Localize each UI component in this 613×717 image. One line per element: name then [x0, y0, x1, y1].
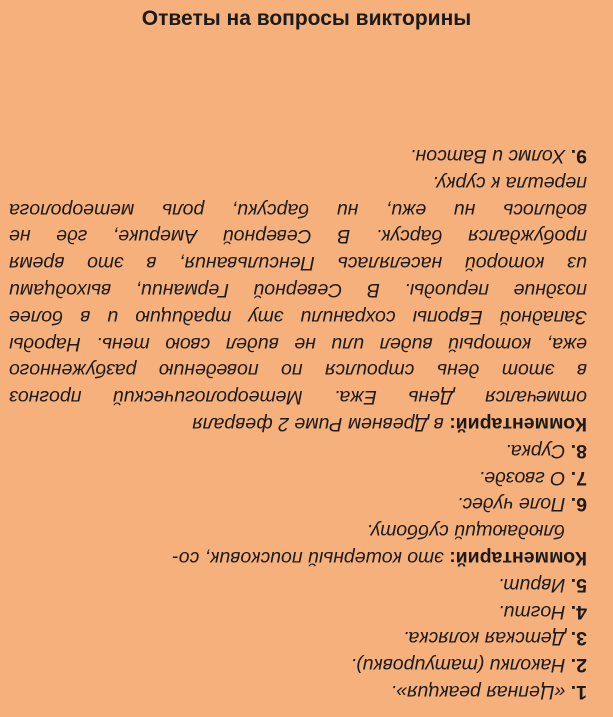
comment-line: в этот день строился по поведению разбуженного [9, 359, 587, 382]
comment-text: в Древнем Риме 2 февраля [192, 413, 450, 436]
comment-line [9, 544, 587, 571]
comment-line: перешла к сурку. [432, 171, 587, 194]
comment-line: отмечался День Ежа. Метеорологический прогноз [9, 386, 587, 409]
answer-text: Детская коляска. [403, 627, 571, 650]
answer-item [9, 464, 587, 491]
answer-number: 9. [570, 145, 587, 168]
comment-line: водилось ни ежи, ни барсуки, роль метеоролога [9, 198, 587, 221]
comment-line: поздние периоды. В Северной Германии, выходцами [9, 279, 587, 302]
answer-item [9, 625, 587, 652]
answer-number: 5. [570, 573, 587, 596]
answer-item [9, 678, 587, 705]
answer-text: О гвозде. [478, 466, 571, 489]
answer-text: Иврит. [498, 573, 571, 596]
comment-label: Комментарий: [449, 547, 587, 570]
answer-item [9, 491, 587, 518]
answer-text: Поле чудес. [457, 493, 571, 516]
answer-item [9, 437, 587, 464]
answer-number: 3. [570, 627, 587, 650]
comment-line: блюдающий субботу. [366, 520, 565, 543]
answer-text: «Цепная реакция». [390, 681, 571, 703]
answer-text: Сурка. [505, 439, 571, 462]
answer-number: 1. [570, 681, 587, 703]
answer-text: Ногти. [498, 600, 571, 623]
answer-number: 7. [570, 466, 587, 489]
answer-text: Холмс и Ватсон. [410, 145, 571, 168]
answer-number: 2. [570, 654, 587, 677]
comment-line [9, 410, 587, 437]
answer-item [9, 651, 587, 678]
answer-item [9, 598, 587, 625]
comment-text: это кошерный поисковик, со- [172, 547, 450, 570]
comment-line: из которой населялась Пенсильвания, в это время [9, 252, 587, 275]
answer-item [9, 142, 587, 169]
page-title: Ответы на вопросы викторины [141, 7, 472, 30]
answers-block-upside-down [0, 46, 613, 711]
comment-line: Западной Европы сохранили эту традицию и в более [9, 305, 587, 328]
answer-number: 4. [570, 600, 587, 623]
answer-item [9, 571, 587, 598]
comment-line: пробуждался барсук. В Северной Америке, где не [9, 225, 587, 248]
answer-number: 6. [570, 493, 587, 516]
answer-text: Наколки (татуировки). [350, 654, 571, 677]
answers-list [9, 142, 587, 705]
comment-line: ежа, который видел или не видел свою тень. Народы [9, 332, 587, 355]
comment-label: Комментарий: [449, 413, 587, 436]
answer-number: 8. [570, 439, 587, 462]
